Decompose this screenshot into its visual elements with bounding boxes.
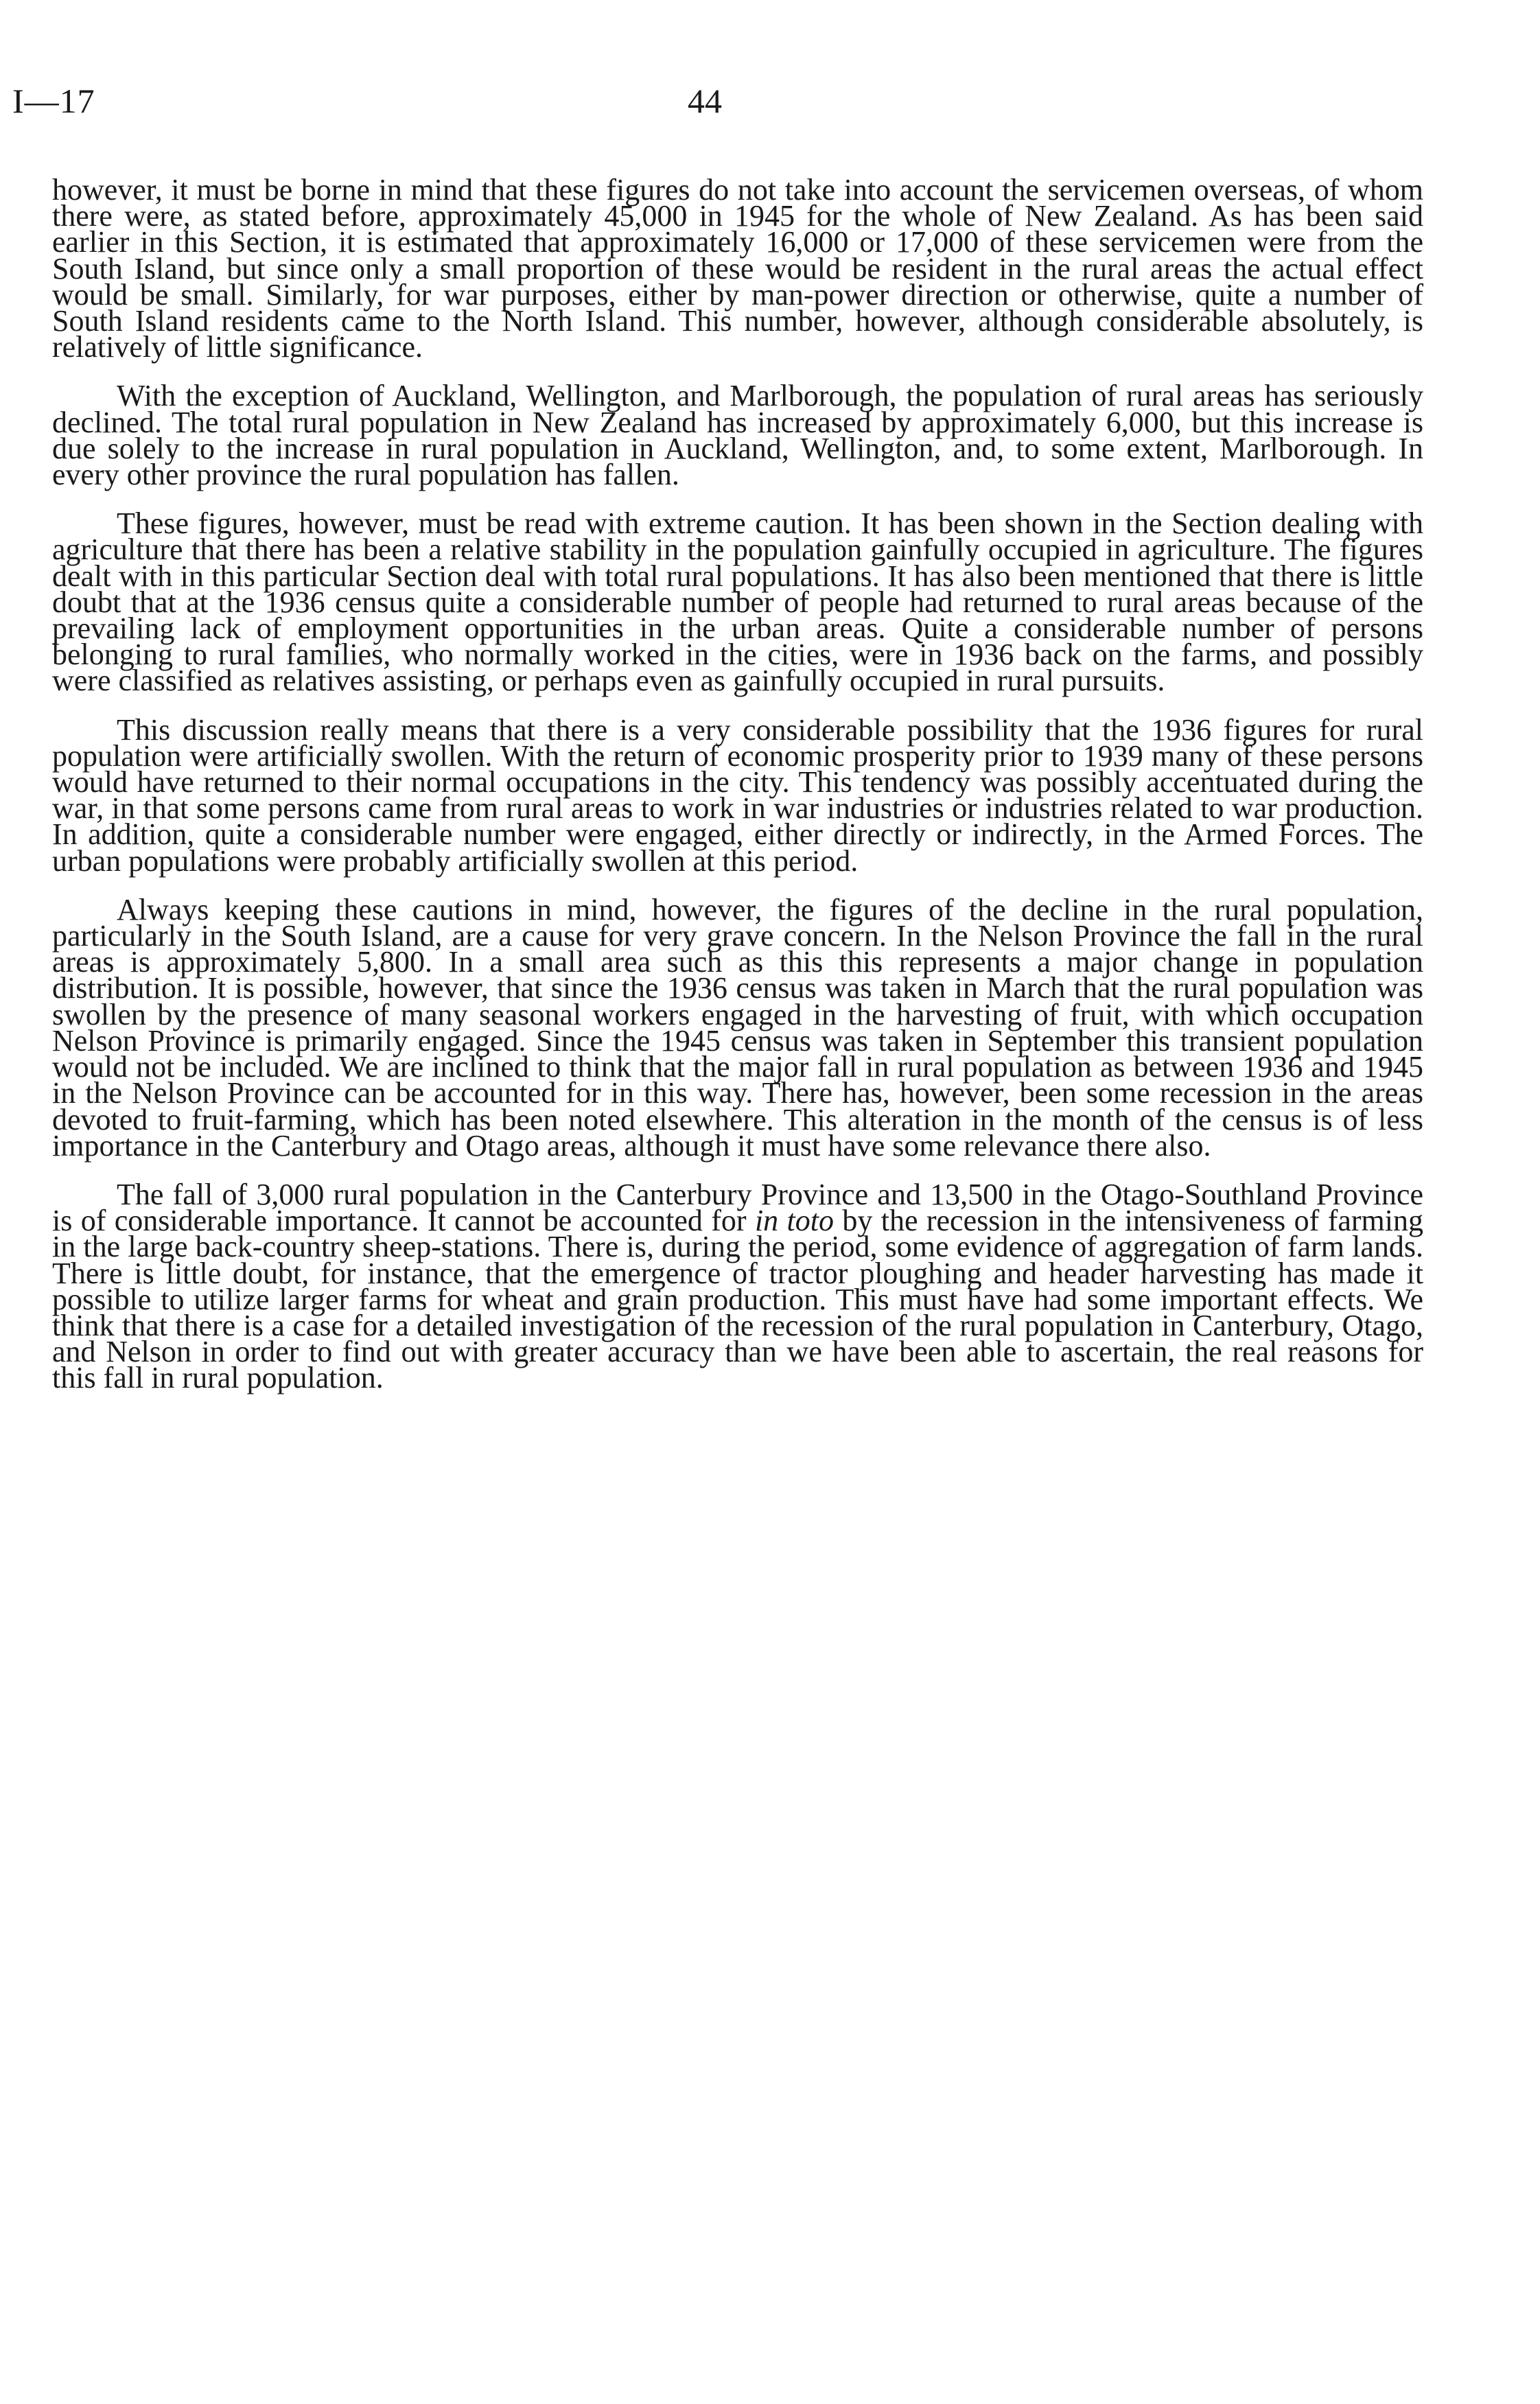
paragraph-5: Always keeping these cautions in mind, however, the figures of the decline in the rural population, particularly in the South Island, are a cause for very grave concern. In the Nelson Province the fall in the rural areas is approximately 5,800. In a small area such as this this represents a major change in population distribution. It is possible, however, that since the 1936 census was taken in March that the rural population was swollen by the presence of many seasonal workers engaged in the harvesting of fruit, with which occupation Nelson Province is primarily engaged. Since the 1945 census was taken in September this transient population would not be included. We are inclined to think that the major fall in rural population as between 1936 and 1945 in the Nelson Province can be accounted for in this way. There has, however, been some recession in the areas devoted to fruit-farming, which has been noted elsewhere. This alteration in the month of the census is of less importance in the Canterbury and Otago areas, although it must have some relevance there also. [52, 892, 1423, 1163]
paragraph-3: These figures, however, must be read with extreme caution. It has been shown in the Section dealing with agriculture that there has been a relative stability in the population gainfully occupied in agriculture. The figures dealt with in this particular Section deal with total rural populations. It has also been mentioned that there is little doubt that at the 1936 census quite a considerable number of people had returned to rural areas because of the prevailing lack of employment opportunities in the urban areas. Quite a considerable number of persons belonging to rural families, who normally worked in the cities, were in 1936 back on the farms, and possibly were classified as relatives assisting, or perhaps even as gainfully occupied in rural pursuits. [52, 506, 1423, 698]
page-number: 44 [688, 82, 722, 120]
paragraph-2: With the exception of Auckland, Wellington, and Marlborough, the population of rural areas has seriously declined. The total rural population in New Zealand has increased by approximately 6,000, but this increase is due solely to the increase in rural population in Auckland, Wellington, and, to some extent, Marlborough. In every other province the rural population has fallen. [52, 379, 1423, 492]
document-reference: I—17 [12, 82, 95, 120]
paragraph-4: This discussion really means that there is a very considerable possibility that the 1936 figures for rural population were artificially swollen. With the return of economic prosperity prior to 1939 many of these persons would have returned to their normal occupations in the city. This tendency was possibly accentuated during the war, in that some persons came from rural areas to work in war industries or industries related to war production. In addition, quite a considerable number were engaged, either directly or indirectly, in the Armed Forces. The urban populations were probably artificially swollen at this period. [52, 712, 1423, 878]
paragraph-6-italic-phrase: in toto [754, 1204, 834, 1238]
paragraph-1: however, it must be borne in mind that these figures do not take into account the servicemen overseas, of whom there were, as stated before, approximately 45,000 in 1945 for the whole of New Zealand. As has been said earlier in this Section, it is estimated that approximately 16,000 or 17,000 of these servicemen were from the South Island, but since only a small proportion of these would be resident in the rural areas the actual effect would be small. Similarly, for war purposes, either by man-power direction or otherwise, quite a number of South Island residents came to the North Island. This number, however, although considerable absolutely, is relatively of little significance. [52, 173, 1423, 364]
body-text [52, 173, 1423, 1395]
paragraph-6 [52, 1177, 1423, 1395]
paragraph-6-text-after: by the recession in the intensiveness of farming in the large back-country sheep-stations. There is, during the period, some evidence of aggregation of farm lands. There is little doubt, for instance, that the emergence of tractor ploughing and header harvesting has made it possible to utilize larger farms for wheat and grain production. This must have had some important effects. We think that there is a case for a detailed investigation of the recession of the rural population in Canterbury, Otago, and Nelson in order to find out with greater accuracy than we have been able to ascertain, the real reasons for this fall in rural population. [52, 1204, 1423, 1395]
paragraph-6-text-before: The fall of 3,000 rural population in the Canterbury Province and 13,500 in the Otago-Southland Province is of considerable importance. It cannot be accounted for [52, 1177, 1423, 1238]
page-header [0, 81, 1540, 136]
